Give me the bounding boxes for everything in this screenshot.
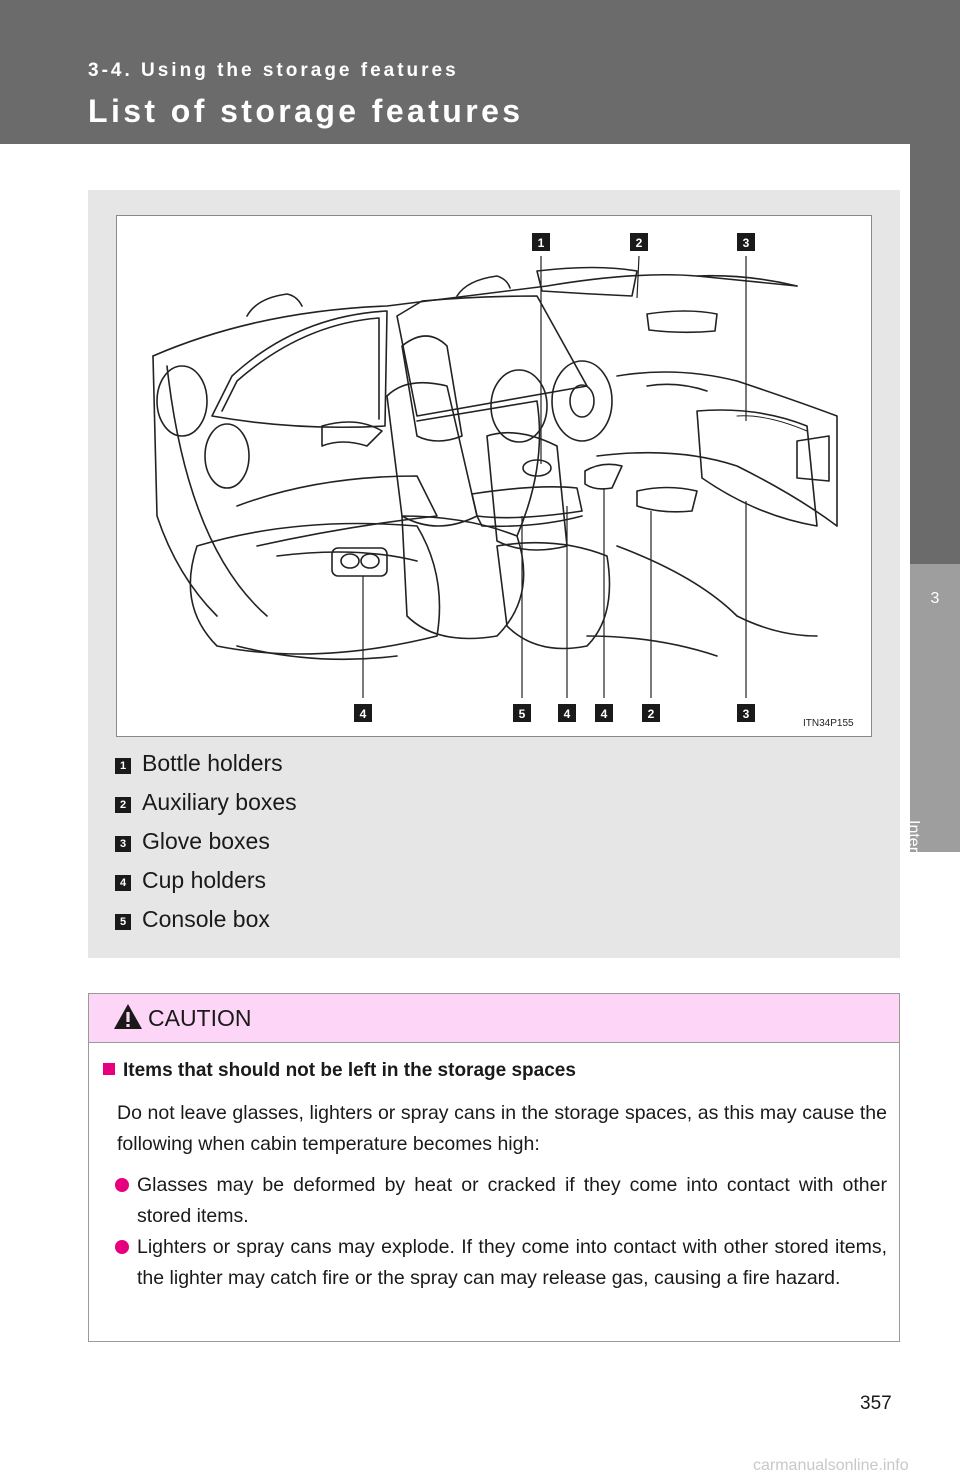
caution-heading-text: Items that should not be left in the storage spaces xyxy=(123,1060,576,1081)
legend-number-icon: 1 xyxy=(115,758,131,774)
callout-3: 3 xyxy=(742,236,750,250)
watermark: carmanualsonline.info xyxy=(753,1457,909,1474)
callout-4a: 4 xyxy=(359,707,367,721)
legend-number-icon: 5 xyxy=(115,914,131,930)
legend-number-icon: 2 xyxy=(115,797,131,813)
legend-item xyxy=(115,900,297,939)
legend-label: Bottle holders xyxy=(142,750,283,776)
legend-number-icon: 4 xyxy=(115,875,131,891)
callout-4c: 4 xyxy=(600,707,608,721)
square-bullet-icon xyxy=(103,1063,115,1075)
car-interior-illustration xyxy=(116,215,872,737)
section-number: 3-4. Using the storage features xyxy=(88,60,459,81)
legend-label: Console box xyxy=(142,906,270,932)
chapter-label: Interior features xyxy=(905,820,922,933)
legend-item xyxy=(115,861,297,900)
caution-title: CAUTION xyxy=(148,1005,252,1031)
figure-code: ITN34P155 xyxy=(803,718,854,729)
callout-3b: 3 xyxy=(742,707,750,721)
callouts-top xyxy=(532,233,755,251)
caution-header xyxy=(89,994,899,1043)
warning-triangle-icon xyxy=(113,1003,143,1030)
legend-number-icon: 3 xyxy=(115,836,131,852)
circle-bullet-icon xyxy=(115,1240,129,1254)
legend-label: Cup holders xyxy=(142,867,267,893)
callouts-bottom xyxy=(354,704,755,722)
legend-item xyxy=(115,783,297,822)
legend-label: Auxiliary boxes xyxy=(142,789,297,815)
callout-2: 2 xyxy=(635,236,643,250)
legend-item xyxy=(115,822,297,861)
page-title: List of storage features xyxy=(88,93,524,129)
caution-bullet xyxy=(115,1232,887,1294)
legend-item xyxy=(115,744,297,783)
chapter-number: 3 xyxy=(930,590,940,607)
circle-bullet-icon xyxy=(115,1178,129,1192)
caution-bullet xyxy=(115,1170,887,1232)
callout-4b: 4 xyxy=(563,707,571,721)
legend-list xyxy=(115,744,297,939)
legend-label: Glove boxes xyxy=(142,828,270,854)
caution-paragraph: Do not leave glasses, lighters or spray cans in the storage spaces, as this may cause the following when cabin temperature becomes high: xyxy=(117,1102,887,1155)
caution-box xyxy=(88,993,900,1342)
callout-5: 5 xyxy=(518,707,526,721)
page-header xyxy=(0,0,960,144)
callout-1: 1 xyxy=(537,236,545,250)
callout-2b: 2 xyxy=(647,707,655,721)
caution-bullet-text: Glasses may be deformed by heat or cracked if they come into contact with other stored items. xyxy=(137,1174,887,1227)
chapter-tab xyxy=(910,144,960,564)
caution-heading xyxy=(103,1060,576,1082)
page-number: 357 xyxy=(860,1393,892,1414)
caution-bullet-text: Lighters or spray cans may explode. If they come into contact with other stored items, the lighter may catch fire or the spray can may release gas, causing a fire hazard. xyxy=(137,1236,887,1289)
